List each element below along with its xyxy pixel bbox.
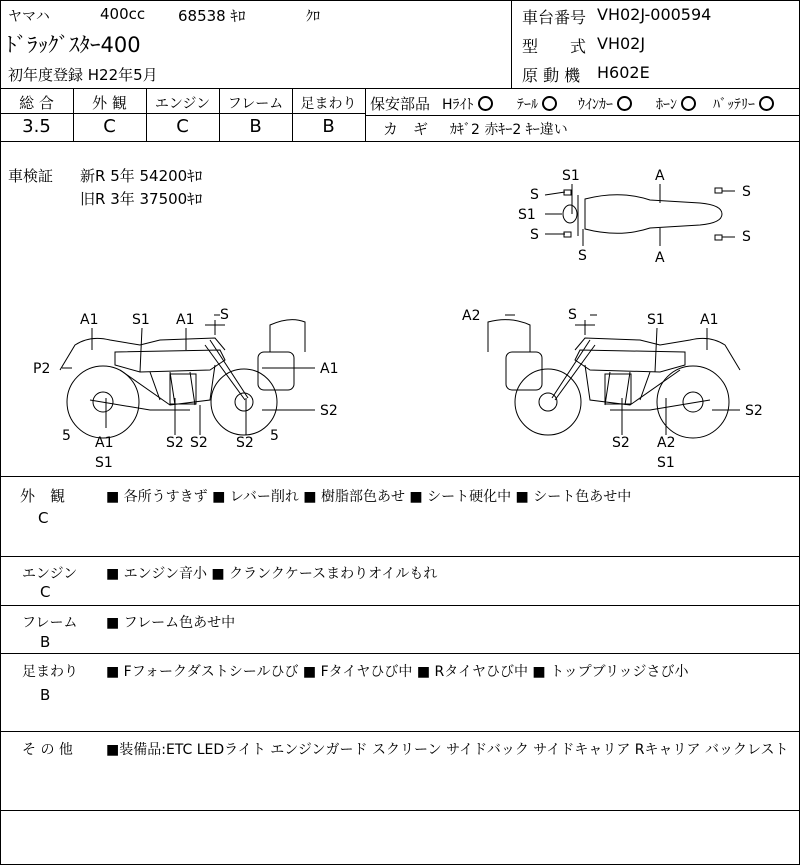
diagram-label: S (568, 307, 577, 323)
diagram-label: S (742, 184, 751, 200)
color: ｸﾛ (306, 9, 320, 25)
diagram-label: A (655, 250, 665, 266)
frame-no: VH02J-000594 (597, 5, 712, 24)
remark-label-other: そ の 他 (22, 742, 73, 758)
grade-header-engine: エンジン (154, 96, 211, 112)
remark-text-other: ■装備品:ETC LEDライト エンジンガード スクリーン サイドバック サイドキャリア Rキャリア バックレスト (106, 742, 789, 758)
remark-label-engine: エンジン (22, 566, 78, 582)
grade-value-suspension: B (322, 116, 335, 137)
divider-remark-5 (0, 810, 800, 811)
diagram-label: S1 (132, 312, 150, 328)
diagram-label: S1 (647, 312, 665, 328)
frame-no-label: 車台番号 (522, 8, 587, 27)
diagram-label: S2 (166, 435, 184, 451)
diagram-label: S2 (612, 435, 630, 451)
diagram-label: 5 (62, 428, 71, 444)
divider-remark-2 (0, 605, 800, 606)
remark-label-suspension: 足まわり (22, 664, 78, 680)
diagram-label: A1 (700, 312, 719, 328)
parts-label: 保安部品 (370, 95, 431, 113)
right-side-bike (488, 320, 740, 438)
diagram-label: A (655, 168, 665, 184)
inspection-new: 新R 5年 54200ｷﾛ (80, 167, 203, 185)
diagram-label: S2 (190, 435, 208, 451)
diagram-label: S (530, 187, 539, 203)
maker: ヤマハ (8, 9, 50, 25)
diagram-label: S1 (95, 455, 113, 471)
diagram-label: S (220, 307, 229, 323)
top-view-bike (563, 188, 722, 240)
keys-value: ｶｷﾞ2 赤ｷｰ2 ｷｰ違い (450, 122, 568, 138)
diagram-label: S2 (745, 403, 763, 419)
grade-value-frame: B (249, 116, 262, 137)
diagram-label: A1 (320, 361, 339, 377)
remark-grade-suspension: B (40, 686, 51, 704)
divider-diagram-bottom (0, 476, 800, 477)
diagram-label: A2 (657, 435, 676, 451)
remark-label-appearance: 外 観 (20, 487, 66, 505)
remark-text-appearance: ■ 各所うすきず ■ レバー削れ ■ 樹脂部色あせ ■ シート硬化中 ■ シート色あせ中 (106, 489, 632, 505)
grade-value-engine: C (176, 116, 189, 137)
remark-text-engine: ■ エンジン音小 ■ クランクケースまわりオイルもれ (106, 566, 438, 582)
keys-label: カ ギ (383, 120, 429, 138)
remark-text-frame: ■ フレーム色あせ中 (106, 615, 236, 631)
diagram-label: P2 (33, 361, 51, 377)
diagram-label: A1 (176, 312, 195, 328)
inspection-label: 車検証 (8, 167, 54, 185)
diagram-label: S1 (562, 168, 580, 184)
remark-label-frame: フレーム (22, 615, 78, 631)
remark-grade-appearance: C (38, 509, 49, 527)
divider-remark-3 (0, 653, 800, 654)
diagram-label: S2 (320, 403, 338, 419)
grade-header-appearance: 外 観 (92, 94, 127, 112)
diagram-label: S1 (518, 207, 536, 223)
diagram-label: A2 (462, 308, 481, 324)
grade-header-suspension: 足まわり (300, 96, 357, 112)
grade-header-frame: フレーム (227, 96, 284, 112)
grade-header-total: 総 合 (19, 94, 54, 112)
parts-item-winker-label: ｳｲﾝｶｰ (578, 97, 613, 113)
model-name: ﾄﾞﾗｯｸﾞｽﾀｰ400 (6, 33, 141, 57)
grade-value-appearance: C (103, 116, 116, 137)
diagram-label: S1 (657, 455, 675, 471)
remark-text-suspension: ■ Fフォークダストシールひび ■ Fタイヤひび中 ■ Rタイヤひび中 ■ トップブリッジさび小 (106, 664, 689, 680)
leader-lines (62, 184, 740, 435)
remark-grade-frame: B (40, 633, 51, 651)
diagram-label: S (578, 248, 587, 264)
parts-item-battery-label: ﾊﾞｯﾃﾘｰ (713, 97, 755, 113)
divider-remark-1 (0, 556, 800, 557)
diagram-label: 5 (270, 428, 279, 444)
inspection-old: 旧R 3年 37500ｷﾛ (80, 190, 203, 208)
divider-remark-4 (0, 731, 800, 732)
diagram-label-group (33, 168, 763, 471)
parts-item-headlight-label: Hﾗｲﾄ (442, 97, 474, 113)
model-code: VH02J (597, 34, 646, 53)
diagram-label: A1 (80, 312, 99, 328)
first-registration: 初年度登録 H22年5月 (8, 66, 158, 84)
parts-item-tail-label: ﾃｰﾙ (517, 97, 538, 113)
engine-code: H602E (597, 63, 650, 82)
displacement: 400cc (100, 5, 146, 23)
diagram-label: S2 (236, 435, 254, 451)
diagram-label: S (530, 227, 539, 243)
diagram-label: A1 (95, 435, 114, 451)
remark-grade-engine: C (40, 583, 51, 601)
model-label: 型 式 (522, 37, 587, 56)
engine-label: 原 動 機 (522, 66, 581, 85)
grade-value-total: 3.5 (22, 116, 51, 137)
mileage: 68538 ｷﾛ (178, 7, 246, 25)
left-side-bike (60, 320, 305, 438)
diagram-label: S (742, 229, 751, 245)
parts-item-horn-label: ﾎｰﾝ (656, 97, 677, 113)
